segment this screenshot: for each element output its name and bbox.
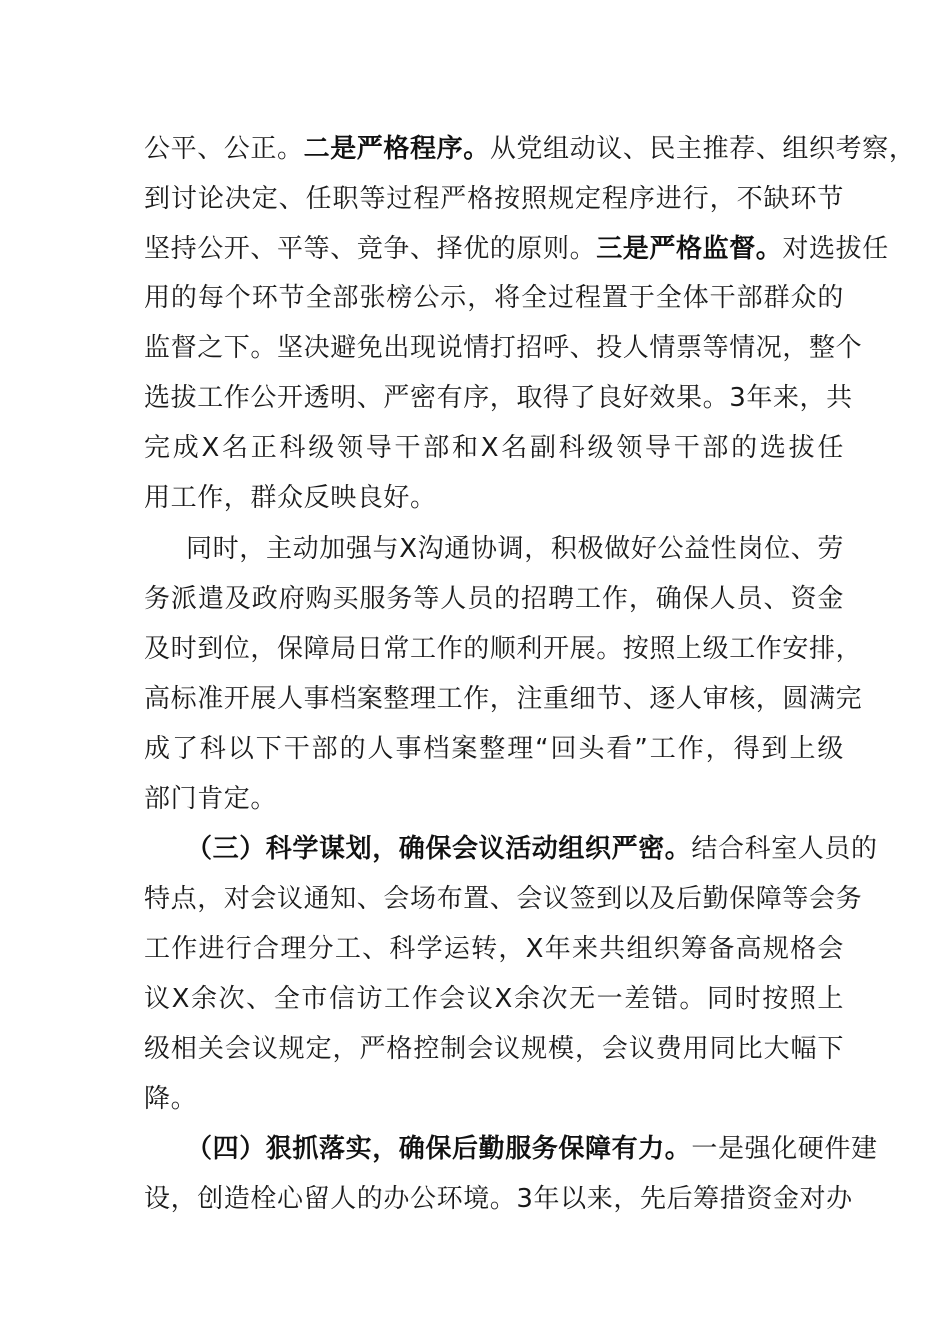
text-run: 公平、公正。	[144, 134, 304, 164]
text-run: 到讨论决定、任职等过程严格按照规定程序进行，不缺环节	[144, 184, 844, 214]
text-run: 工作进行合理分工、科学运转，X年来共组织筹备高规格会	[144, 934, 844, 964]
text-run: 设，创造栓心留人的办公环境。3年以来，先后筹措资金对办	[144, 1184, 853, 1214]
text-run: 降。	[144, 1084, 198, 1114]
text-run: 同时，主动加强与X沟通协调，积极做好公益性岗位、劳	[186, 534, 844, 564]
text-line	[144, 231, 889, 267]
bold-heading-run: 三是严格监督。	[596, 234, 783, 264]
text-run: 成了科以下干部的人事档案整理“回头看”工作，得到上级	[144, 734, 844, 764]
text-line	[144, 581, 844, 617]
text-run: 部门肯定。	[144, 784, 278, 814]
text-line	[144, 430, 844, 466]
text-line	[144, 781, 844, 817]
text-line	[144, 681, 863, 717]
bold-heading-run: 二是严格程序。	[303, 134, 490, 164]
text-line	[144, 881, 863, 917]
text-line	[144, 280, 844, 316]
bold-heading-run: （三）科学谋划，确保会议活动组织严密。	[186, 834, 692, 864]
text-line	[144, 1181, 853, 1217]
text-line	[144, 380, 853, 416]
text-run: 用的每个环节全部张榜公示，将全过程置于全体干部群众的	[144, 283, 844, 313]
text-run: 议X余次、全市信访工作会议X余次无一差错。同时按照上	[144, 984, 844, 1014]
text-line	[144, 1031, 844, 1067]
text-line	[144, 631, 863, 667]
text-line	[144, 181, 844, 217]
text-run: 及时到位，保障局日常工作的顺利开展。按照上级工作安排，	[144, 634, 863, 664]
text-run: 特点，对会议通知、会场布置、会议签到以及后勤保障等会务	[144, 884, 863, 914]
text-line	[144, 330, 863, 366]
text-run: 选拔工作公开透明、严密有序，取得了良好效果。3年来，共	[144, 383, 853, 413]
text-run: 一是强化硬件建	[691, 1134, 878, 1164]
text-line	[186, 1131, 878, 1167]
text-run: 务派遣及政府购买服务等人员的招聘工作，确保人员、资金	[144, 584, 844, 614]
text-line	[144, 981, 844, 1017]
text-run: 对选拔任	[782, 234, 889, 264]
text-run: 用工作，群众反映良好。	[144, 483, 437, 513]
text-line	[144, 131, 916, 167]
text-run: 级相关会议规定，严格控制会议规模，会议费用同比大幅下	[144, 1034, 844, 1064]
text-line	[144, 1081, 844, 1117]
text-line	[144, 731, 844, 767]
text-run: 从党组动议、民主推荐、组织考察，	[489, 134, 916, 164]
text-run: 高标准开展人事档案整理工作，注重细节、逐人审核，圆满完	[144, 684, 863, 714]
text-line	[144, 480, 844, 516]
text-run: 监督之下。坚决避免出现说情打招呼、投人情票等情况，整个	[144, 333, 863, 363]
text-run: 坚持公开、平等、竞争、择优的原则。	[144, 234, 597, 264]
text-run: 完成X名正科级领导干部和X名副科级领导干部的选拔任	[144, 433, 844, 463]
text-line	[186, 831, 878, 867]
text-run: 结合科室人员的	[691, 834, 878, 864]
text-line	[186, 531, 844, 567]
bold-heading-run: （四）狠抓落实，确保后勤服务保障有力。	[186, 1134, 692, 1164]
text-line	[144, 931, 844, 967]
